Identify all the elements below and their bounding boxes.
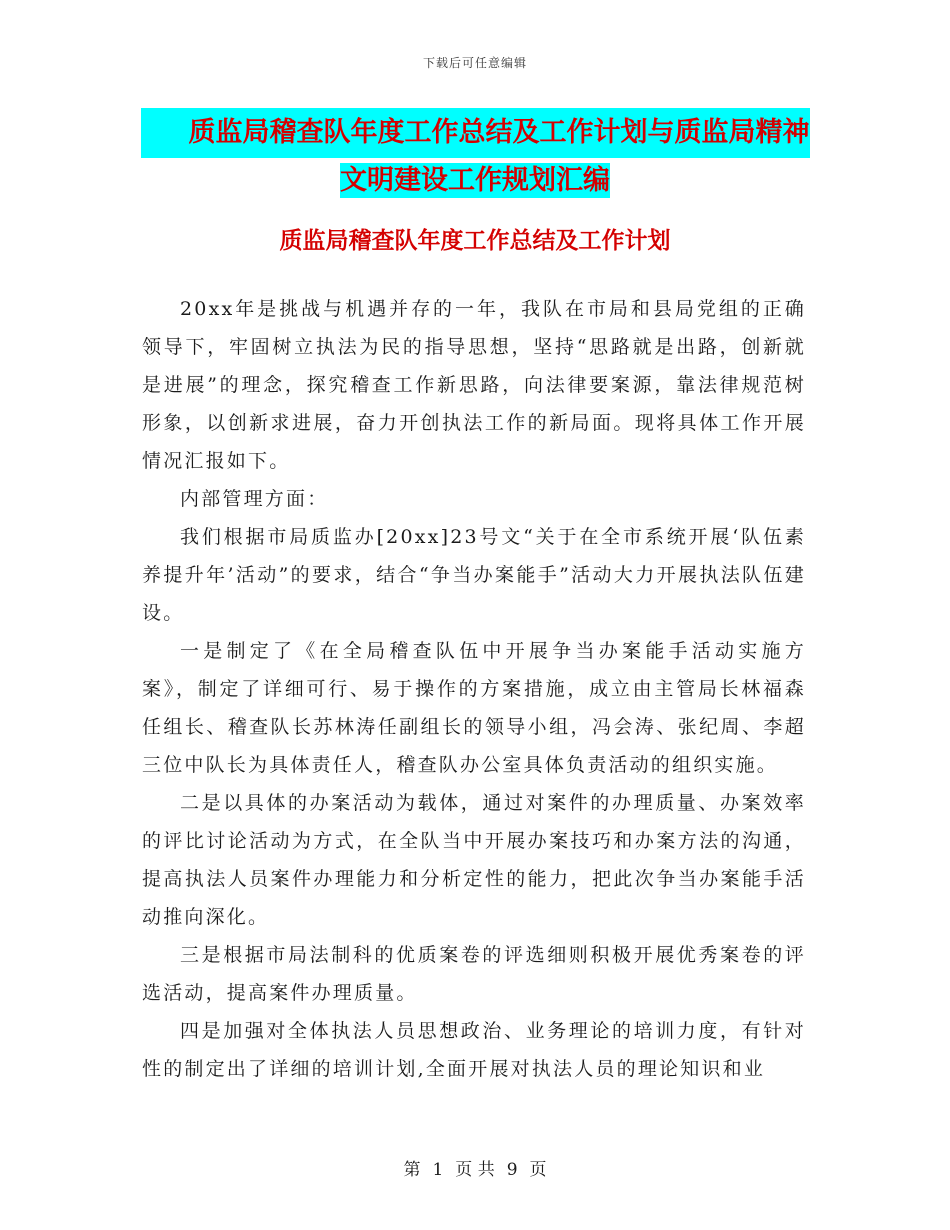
- document-title-line1: 质监局稽查队年度工作总结及工作计划与质监局精神: [141, 108, 810, 158]
- document-title-line2: 文明建设工作规划汇编: [340, 165, 610, 196]
- body-text: [142, 290, 806, 1088]
- header-note: 下载后可任意编辑: [422, 56, 527, 70]
- paragraph-point-two: 二是以具体的办案活动为载体，通过对案件的办理质量、办案效率的评比讨论活动为方式，在全队当中开展办案技巧和办案方法的沟通，提高执法人员案件办理能力和分析定性的能力，把此次争当办案能手活动推向深化。: [142, 792, 806, 928]
- paragraph-internal-management: 内部管理方面：: [180, 488, 329, 510]
- footer-mid: 页 共: [455, 1160, 495, 1180]
- document-title: [0, 108, 950, 204]
- paragraph-requirements: 我们根据市局质监办[20xx]23号文“关于在全市系统开展‘队伍素养提升年’活动”的要求，结合“争当办案能手”活动大力开展执法队伍建设。: [142, 526, 806, 624]
- page-footer: [0, 1155, 950, 1180]
- paragraph-point-three: 三是根据市局法制科的优质案卷的评选细则积极开展优秀案卷的评选活动，提高案件办理质量。: [142, 944, 806, 1004]
- section-title: 质监局稽查队年度工作总结及工作计划: [279, 228, 671, 254]
- paragraph-point-four: 四是加强对全体执法人员思想政治、业务理论的培训力度，有针对性的制定出了详细的培训计划,全面开展对执法人员的理论知识和业: [142, 1020, 806, 1080]
- footer-prefix: 第: [403, 1160, 421, 1180]
- footer-page-number: 1: [432, 1160, 444, 1180]
- paragraph-point-one: 一是制定了《在全局稽查队伍中开展争当办案能手活动实施方案》，制定了详细可行、易于操作的方案措施，成立由主管局长林福森任组长、稽查队长苏林涛任副组长的领导小组，冯会涛、张纪周、李超三位中队长为具体责任人，稽查队办公室具体负责活动的组织实施。: [142, 640, 806, 776]
- footer-total-pages: 9: [506, 1160, 518, 1180]
- paragraph-intro: 20xx年是挑战与机遇并存的一年，我队在市局和县局党组的正确领导下，牢固树立执法为民的指导思想，坚持“思路就是出路，创新就是进展”的理念，探究稽查工作新思路，向法律要案源，靠法律规范树形象，以创新求进展，奋力开创执法工作的新局面。现将具体工作开展情况汇报如下。: [142, 298, 806, 472]
- footer-suffix: 页: [529, 1160, 547, 1180]
